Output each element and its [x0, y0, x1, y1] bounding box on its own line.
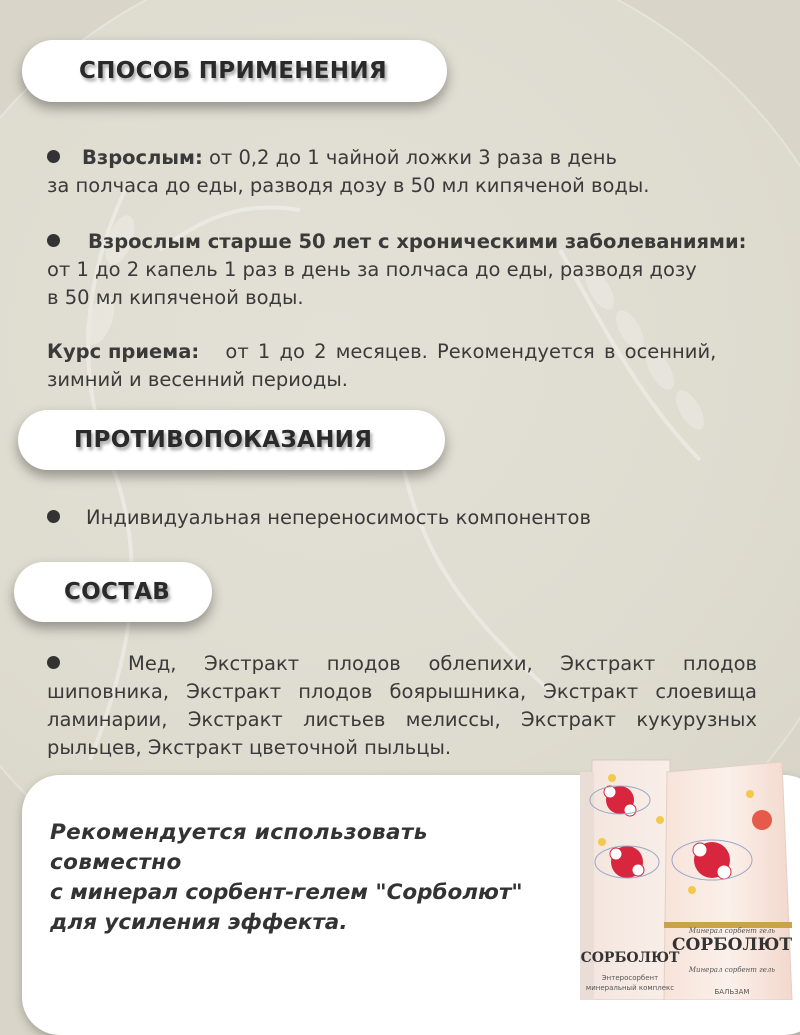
product-desc2: минеральный комплекс	[585, 984, 675, 992]
product-box-bottom: БАЛЬЗАМ	[714, 988, 750, 996]
composition-text	[47, 650, 757, 762]
product-desc1: Энтеросорбент	[601, 974, 659, 982]
recommendation-line3: для усиления эффекта.	[50, 910, 348, 935]
course-line2: зимний и весенний периоды.	[47, 368, 348, 391]
bullet-icon	[47, 510, 60, 523]
composition-line4: рыльцев, Экстракт цветочной пыльцы.	[47, 736, 452, 759]
product-subtitle: Минерал сорбент гель	[688, 966, 776, 974]
senior-line2: в 50 мл кипяченой воды.	[47, 286, 304, 309]
recommendation-text	[50, 818, 560, 938]
product-brand-box: СОРБОЛЮТ	[580, 950, 680, 966]
course-label: Курс приема:	[47, 340, 200, 363]
contra-item-text: Индивидуальная непереносимость компонентов	[86, 506, 591, 529]
senior-label: Взрослым старше 50 лет с хроническими заболеваниями:	[88, 230, 747, 253]
contra-item	[47, 504, 767, 532]
adults-line1: от 0,2 до 1 чайной ложки 3 раза в день	[208, 146, 618, 169]
bullet-icon	[47, 234, 60, 247]
usage-section-title: СПОСОБ ПРИМЕНЕНИЯ	[79, 58, 387, 84]
recommendation-line2: с минерал сорбент-гелем "Сорболют"	[50, 880, 523, 905]
usage-adults-item	[47, 144, 767, 200]
adults-line2: за полчаса до еды, разводя дозу в 50 мл кипяченой воды.	[47, 174, 650, 197]
composition-line2: шиповника, Экстракт плодов боярышника, Экстракт слоевища	[47, 680, 757, 703]
composition-line3: ламинарии, Экстракт листьев мелиссы, Экстракт кукурузных	[47, 708, 757, 731]
recommendation-line1: Рекомендуется использовать совместно	[50, 820, 428, 875]
product-brand: СОРБОЛЮТ	[671, 935, 793, 955]
composition-line1: Мед, Экстракт плодов облепихи, Экстракт плодов	[128, 652, 757, 675]
contra-section-title: ПРОТИВОПОКАЗАНИЯ	[74, 427, 373, 453]
usage-section-header	[22, 40, 447, 102]
bullet-icon	[47, 150, 60, 163]
adults-label: Взрослым:	[82, 146, 203, 169]
usage-course	[47, 338, 767, 394]
product-image	[572, 750, 800, 1000]
contra-section-header	[18, 410, 445, 470]
bullet-icon	[47, 656, 60, 669]
composition-section-header	[14, 562, 212, 622]
senior-line1: от 1 до 2 капель 1 раз в день за полчаса до еды, разводя дозу	[47, 258, 697, 281]
usage-senior-item	[47, 228, 787, 312]
composition-section-title: СОСТАВ	[64, 579, 171, 605]
course-line1: от 1 до 2 месяцев. Рекомендуется в осенний,	[225, 340, 717, 363]
product-subtitle-top: Минерал сорбент гель	[688, 927, 776, 935]
